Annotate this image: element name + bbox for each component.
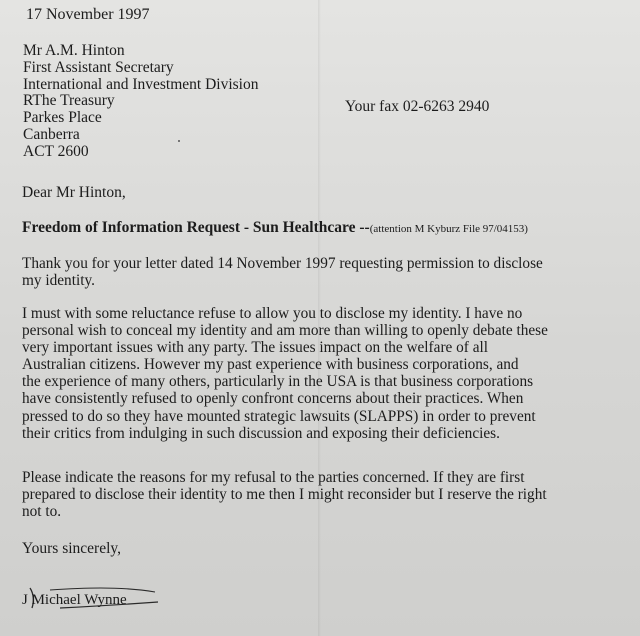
paragraph-2-line: the experience of many others, particularly in the USA is that business corporations — [22, 373, 534, 391]
recipient-title: First Assistant Secretary — [23, 58, 174, 76]
letter-date: 17 November 1997 — [26, 6, 150, 23]
paragraph-2-line: very important issues with any party. The issues impact on the welfare of all — [22, 339, 489, 357]
subject-main: Freedom of Information Request - Sun Healthcare -- — [22, 219, 370, 236]
signature-name: J Michael Wynne — [22, 592, 127, 608]
recipient-organisation: RThe Treasury — [23, 92, 115, 110]
paragraph-3-line: not to. — [22, 503, 62, 521]
recipient-address — [23, 43, 258, 161]
recipient-division: International and Investment Division — [23, 75, 259, 93]
paragraph-2-line: I must with some reluctance refuse to allow you to disclose my identity. I have no — [22, 305, 523, 322]
paragraph-3-line: prepared to disclose their identity to me then I might reconsider but I reserve the right — [22, 486, 547, 504]
recipient-postcode: ACT 2600 — [23, 142, 89, 160]
recipient-street: Parkes Place — [23, 109, 102, 127]
pen-mark — [178, 140, 180, 142]
paragraph-1-line: Thank you for your letter dated 14 November 1997 requesting permission to disclose — [22, 255, 543, 272]
paragraph-3 — [22, 469, 632, 520]
salutation: Dear Mr Hinton, — [22, 184, 126, 201]
paragraph-2-line: pressed to do so they have mounted strategic lawsuits (SLAPPS) in order to prevent — [22, 407, 536, 425]
paragraph-2-line: have consistently refused to openly confront concerns about their practices. When — [22, 390, 524, 408]
closing: Yours sincerely, — [22, 540, 122, 557]
recipient-city: Canberra — [23, 125, 80, 143]
recipient-name: Mr A.M. Hinton — [23, 42, 125, 59]
paragraph-2 — [22, 305, 632, 442]
paragraph-1-line: my identity. — [22, 272, 95, 290]
paragraph-3-line: Please indicate the reasons for my refusal to the parties concerned. If they are first — [22, 469, 525, 486]
paragraph-2-line: Australian citizens. However my past experience with business corporations, and — [22, 356, 519, 374]
paragraph-2-line: their critics from indulging in such discussion and exposing their deficiencies. — [22, 424, 500, 442]
paragraph-1 — [22, 255, 632, 289]
fax-reference: Your fax 02-6263 2940 — [345, 98, 490, 115]
paragraph-2-line: personal wish to conceal my identity and am more than willing to openly debate these — [22, 322, 548, 340]
subject-line — [22, 219, 528, 238]
subject-note: (attention M Kyburz File 97/04153) — [369, 223, 528, 235]
